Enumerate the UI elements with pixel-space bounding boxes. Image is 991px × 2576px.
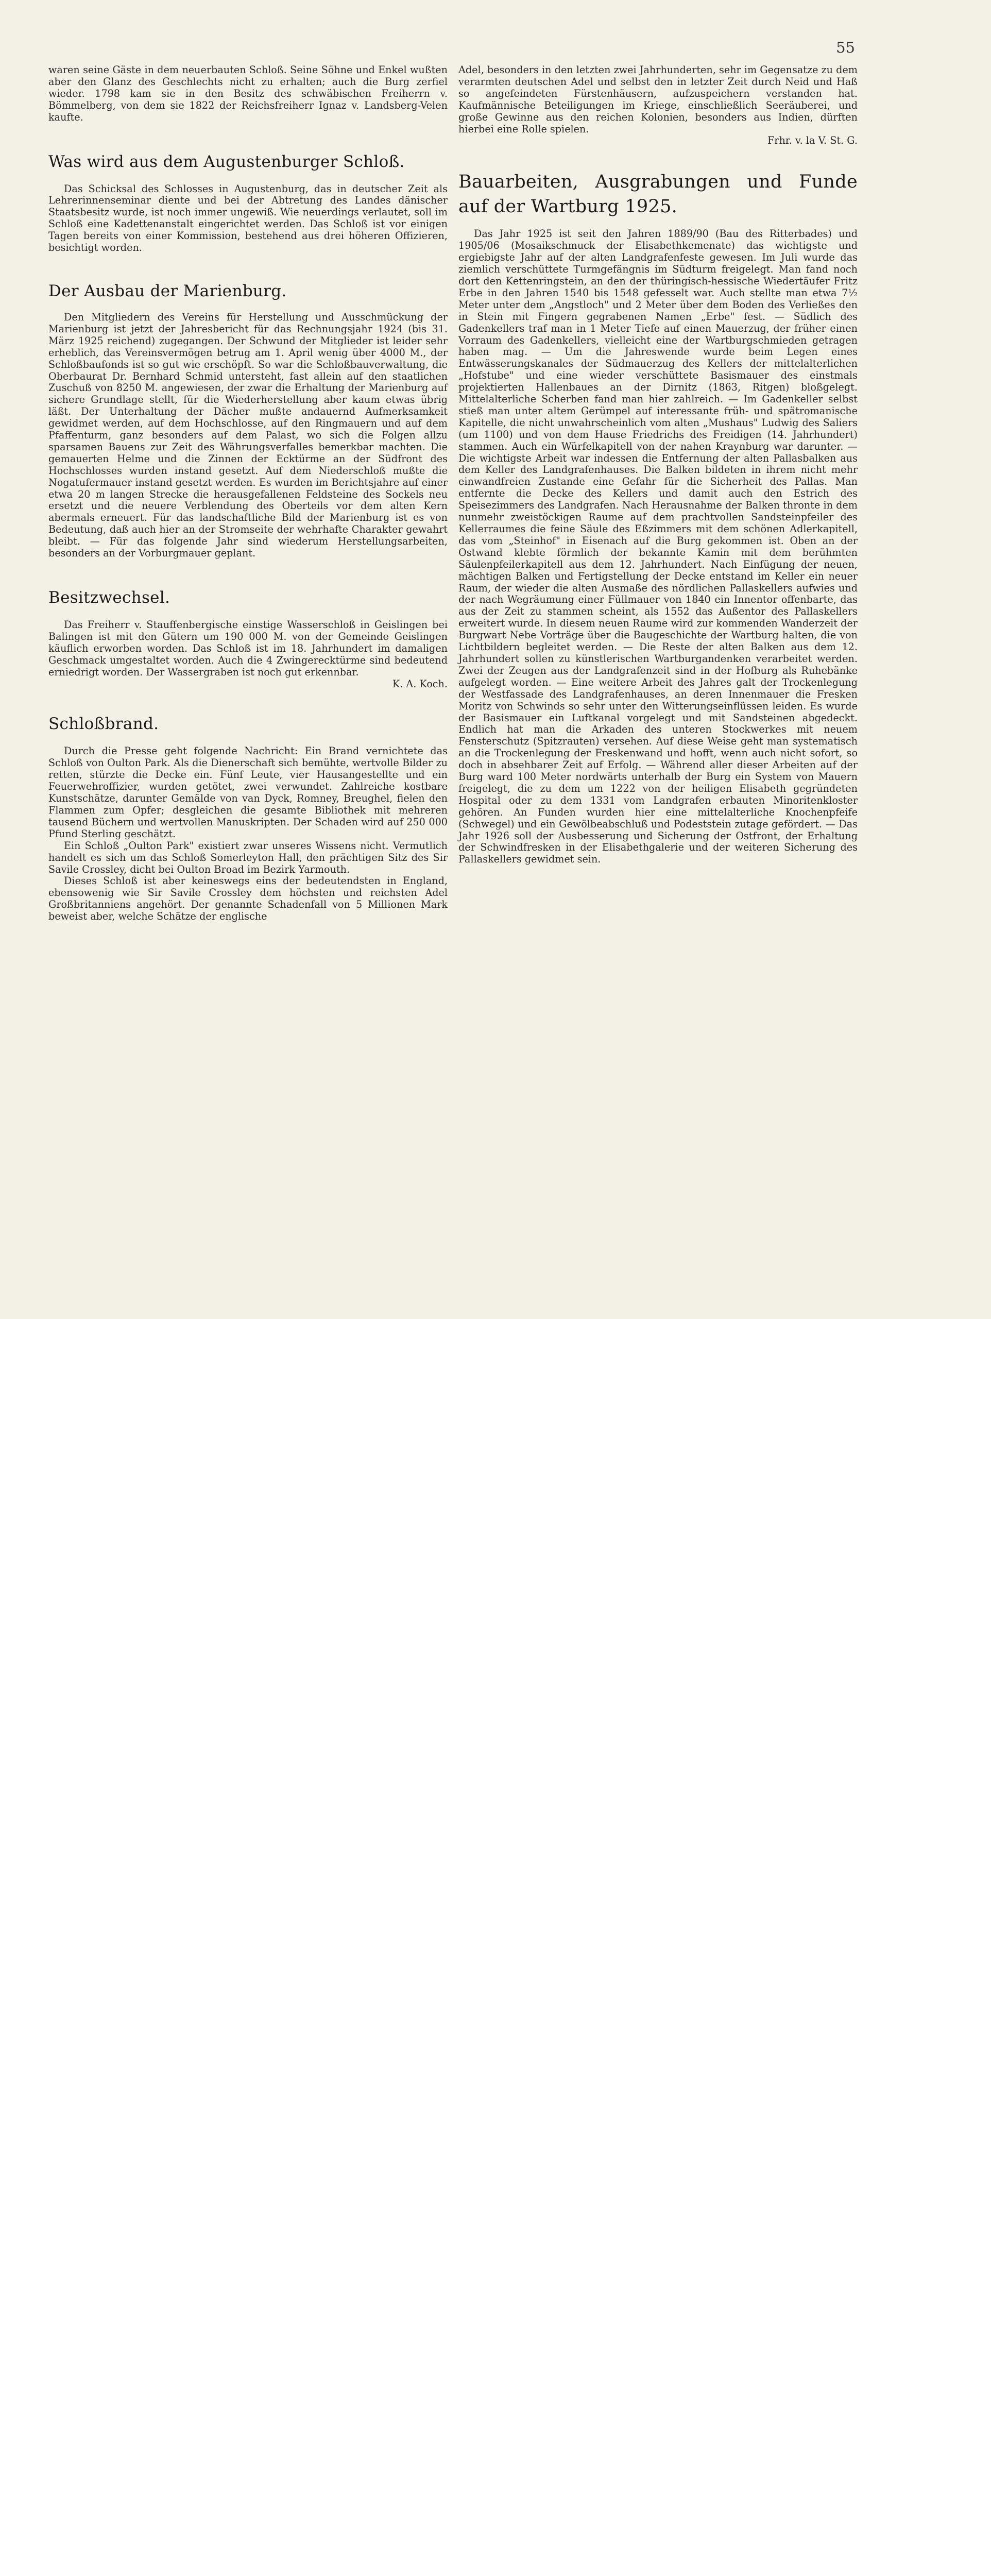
paragraph-wartburg: Das Jahr 1925 ist seit den Jahren 1889/90 (Bau des Ritterbades) und 1905/06 (Mosaikschmuck der Elisabethkemenate) das wichtigste und ergiebigste Jahr auf der alten Landgrafenfeste gewesen. Im Juli wurde das ziemlich verschüttete Turmgefängnis im Südturm freigelegt. Man fand noch dort den Kettenringstein, an den der thüringisch-hessische Wiedertäufer Fritz Erbe in den Jahren 1540 bis 1548 gefesselt war. Auch stellte man etwa 7½ Meter unter dem „Angstloch" und 2 Meter über dem Boden des Verließes den in Stein mit Fingern gegrabenen Namen „Erbe" fest. — Südlich des Gadenkellers traf man in 1 Meter Tiefe auf einen Mauerzug, der früher einen Vorraum des Gadenkellers, vielleicht eine der Wartburgschmieden getragen haben mag. — Um die Jahreswende wurde beim Legen eines Entwässerungskanales der Südmauerzug des Kellers der mittelalterlichen „Hofstube" und eine wieder verschüttete Basismauer des einstmals projektierten Hallenbaues an der Dirnitz (1863, Ritgen) bloßgelegt. Mittelalterliche Scherben fand man hier zahlreich. — Im Gadenkeller selbst stieß man unter altem Gerümpel auf interessante früh- und spätromanische Kapitelle, die nicht unwahrscheinlich vom alten „Mushaus" Ludwig des Saliers (um 1100) und von dem Hause Friedrichs des Freidigen (14. Jahrhundert) stammen. Auch ein Würfelkapitell von der nahen Kraynburg war darunter. — Die wichtigste Arbeit war indessen die Entfernung der alten Pallasbalken aus dem Keller des Landgrafenhauses. Die Balken bildeten in ihrem nicht mehr einwandfreien Zustande eine Gefahr für die Sicherheit des Pallas. Man entfernte die Decke des Kellers und damit auch den Estrich des Speisezimmers des Landgrafen. Nach Herausnahme der Balken thronte in dem nunmehr zweistöckigen Raume auf dem prachtvollen Sandsteinpfeiler des Kellerraumes die feine Säule des Eßzimmers mit dem schönen Adlerkapitell, das vom „Steinhof" in Eisenach auf die Burg gekommen ist. Oben an der Ostwand klebte förmlich der bekannte Kamin mit dem berühmten Säulenpfeilerkapitell aus dem 12. Jahrhundert. Nach Einfügung der neuen, mächtigen Balken und Fertigstellung der Decke entstand im Keller ein neuer Raum, der wieder die alten Ausmaße des nördlichen Pallaskellers aufwies und der nach Wegräumung einer Füllmauer von 1840 ein Innentor offenbarte, das aus der Zeit zu stammen scheint, als 1552 das Außentor des Pallaskellers erweitert wurde. In diesem neuen Raume wird zur kommenden Wanderzeit der Burgwart Nebe Vorträge über die Baugeschichte der Wartburg halten, die von Lichtbildern begleitet werden. — Die Reste der alten Balken aus dem 12. Jahrhundert sollen zu künstlerischen Wartburgandenken verarbeitet werden. Zwei der Zeugen aus der Landgrafenzeit sind in der Hofburg als Ruhebänke aufgelegt worden. — Eine weitere Arbeit des Jahres galt der Trockenlegung der Westfassade des Landgrafenhauses, an deren Innenmauer die Fresken Moritz von Schwinds so sehr unter den Witterungseinflüssen leiden. Es wurde der Basismauer ein Luftkanal vorgelegt und mit Sandsteinen abgedeckt. Endlich hat man die Arkaden des unteren Stockwerkes mit neuem Fensterschutz (Spitzrauten) versehen. Auf diese Weise geht man systematisch an die Trockenlegung der Freskenwand und hofft, wenn auch nicht sofort, so doch in absehbarer Zeit auf Erfolg. — Während aller dieser Arbeiten auf der Burg ward 100 Meter nordwärts unterhalb der Burg ein System von Mauern freigelegt, die zu dem um 1222 von der heiligen Elisabeth gegründeten Hospital oder zu dem 1331 vom Landgrafen erbauten Minoritenkloster gehören. An Funden wurden hier eine mittelalterliche Knochenpfeife (Schwegel) und ein Gewölbeabschluß und Podeststein zutage gefördert. — Das Jahr 1926 soll der Ausbesserung und Sicherung der Ostfront, der Erhaltung der Schwindfresken in der Elisabethgalerie und der weiteren Sicherung des Pallaskellers gewidmet sein. <box>458 228 858 866</box>
paragraph-augustenburg: Das Schicksal des Schlosses in Augustenburg, das in deutscher Zeit als Lehrerinnenseminar diente und bei der Abtretung des Landes dänischer Staatsbesitz wurde, ist noch immer ungewiß. Wie neuerdings verlautet, soll im Schloß eine Kadettenanstalt eingerichtet werden. Das Schloß ist vor einigen Tagen bereits von einer Kommission, bestehend aus drei höheren Offizieren, besichtigt worden. <box>48 182 448 254</box>
paragraph-schlossbrand-3: Dieses Schloß ist aber keineswegs eins der bedeutendsten in England, ebensowenig wie Sir Savile Crossley dem höchsten und reichsten Adel Großbritanniens angehört. Der genannte Schadenfall von 5 Millionen Mark beweist aber, welche Schätze der englische <box>48 875 448 923</box>
footer-bar <box>0 1319 991 1408</box>
heading-marienburg: Der Ausbau der Marienburg. <box>48 281 287 300</box>
continuation-paragraph: waren seine Gäste in dem neuerbauten Schloß. Seine Söhne und Enkel wußten aber den Glanz des Geschlechts nicht zu erhalten; auch die Burg zerfiel wieder. 1798 kam sie in den Besitz des schwäbischen Freiherrn v. Bömmelberg, von dem sie 1822 der Reichsfreiherr Ignaz v. Landsberg-Velen kaufte. <box>48 64 448 123</box>
heading-schlossbrand: Schloßbrand. <box>48 715 159 734</box>
paragraph-besitzwechsel: Das Freiherr v. Stauffenbergische einstige Wasserschloß in Geislingen bei Balingen ist mit den Gütern um 190 000 M. von der Gemeinde Geislingen käuflich erworben worden. Das Schloß ist im 18. Jahrhundert im damaligen Geschmack umgestaltet worden. Auch die 4 Zwingerecktürme sind bedeutend erniedrigt worden. Der Wassergraben ist noch gut erkennbar. <box>48 619 448 678</box>
page-number: 55 <box>836 39 855 56</box>
right-column <box>458 64 858 866</box>
paragraph-schlossbrand-1: Durch die Presse geht folgende Nachricht: Ein Brand vernichtete das Schloß von Oulton Park. Als die Dienerschaft sich bemühte, wertvolle Bilder zu retten, stürzte die Decke ein. Fünf Leute, vier Hausangestellte und ein Feuerwehroffizier, wurden getötet, zwei verwundet. Zahlreiche kostbare Kunstschätze, darunter Gemälde von van Dyck, Romney, Breughel, fielen den Flammen zum Opfer; desgleichen die gesamte Bibliothek mit mehreren tausend Büchern und wertvollen Manuskripten. Der Schaden wird auf 250 000 Pfund Sterling geschätzt. <box>48 745 448 840</box>
paragraph-schlossbrand-2: Ein Schloß „Oulton Park" existiert zwar unseres Wissens nicht. Vermutlich handelt es sich um das Schloß Somerleyton Hall, den prächtigen Sitz des Sir Savile Crossley, dicht bei Oulton Broad im Bezirk Yarmouth. <box>48 839 448 875</box>
signature-adel: Frhr. v. la V. St. G. <box>767 134 858 147</box>
left-column <box>48 64 448 923</box>
heading-wartburg: Bauarbeiten, Ausgrabungen und Funde auf der Wartburg 1925. <box>458 172 858 217</box>
heading-besitzwechsel: Besitzwechsel. <box>48 588 170 607</box>
heading-augustenburg: Was wird aus dem Augustenburger Schloß. <box>48 152 405 171</box>
continuation-paragraph-right: Adel, besonders in den letzten zwei Jahrhunderten, sehr im Gegensatze zu dem verarmten deutschen Adel und selbst den in letzter Zeit durch Neid und Haß so angefeindeten Fürstenhäusern, aufzuspeichern verstanden hat. Kaufmännische Beteiligungen im Kriege, einschließlich Seeräuberei, und große Gewinne aus den reichen Kolonien, besonders aus Indien, dürften hierbei eine Rolle spielen. <box>458 64 858 135</box>
signature-besitzwechsel: K. A. Koch. <box>392 677 448 690</box>
paragraph-marienburg: Den Mitgliedern des Vereins für Herstellung und Ausschmückung der Marienburg ist jetzt der Jahresbericht für das Rechnungsjahr 1924 (bis 31. März 1925 reichend) zugegangen. Der Schwund der Mitglieder ist leider sehr erheblich, das Vereinsvermögen betrug am 1. April wenig über 4000 M., der Schloßbaufonds ist so gut wie erschöpft. So war die Schloßbauverwaltung, die Oberbaurat Dr. Bernhard Schmid untersteht, fast allein auf den staatlichen Zuschuß von 8250 M. angewiesen, der zwar die Erhaltung der Marienburg auf sichere Grundlage stellt, für die Wiederherstellung aber kaum etwas übrig läßt. Der Unterhaltung der Dächer mußte andauernd Aufmerksamkeit gewidmet werden, auf dem Hochschlosse, auf den Ringmauern und auf dem Pfaffenturm, ganz besonders auf dem Palast, wo sich die Folgen allzu sparsamen Bauens zur Zeit des Währungsverfalles bemerkbar machten. Die gemauerten Helme und die Zinnen der Ecktürme an der Südfront des Hochschlosses wurden instand gesetzt. Auf dem Niederschloß mußte die Nogatufermauer instand gesetzt werden. Es wurden im Berichtsjahre auf einer etwa 20 m langen Strecke die herausgefallenen Feldsteine des Sockels neu ersetzt und die neuere Verblendung des Oberteils vor dem alten Kern abermals erneuert. Für das landschaftliche Bild der Marienburg ist es von Bedeutung, daß auch hier an der Stromseite der wehrhafte Charakter gewahrt bleibt. — Für das folgende Jahr sind wiederum Herstellungsarbeiten, besonders an der Vorburgmauer geplant. <box>48 311 448 560</box>
